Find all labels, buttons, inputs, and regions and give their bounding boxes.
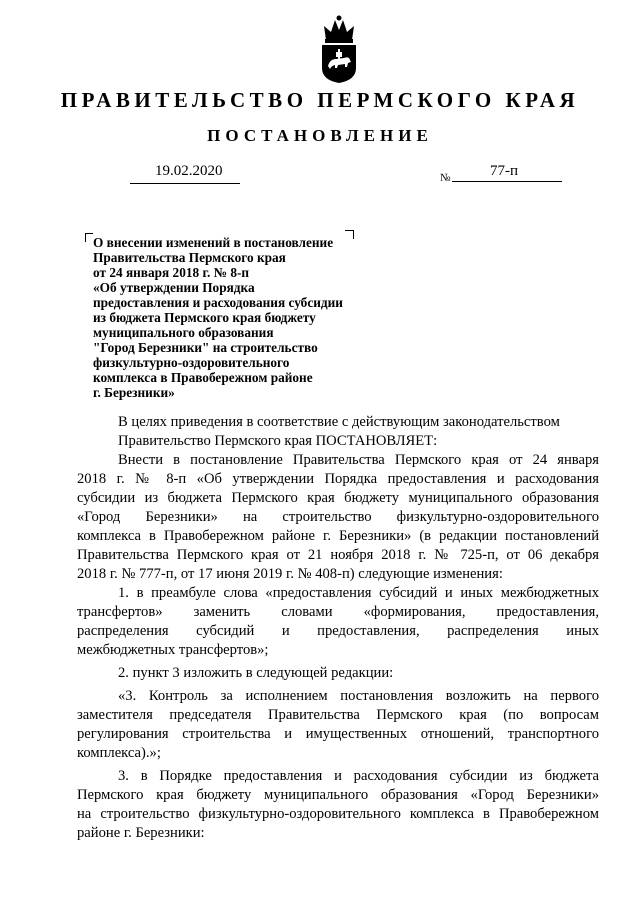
document-subject xyxy=(93,235,393,400)
subject-line: Правительства Пермского края xyxy=(93,250,286,265)
paragraph-item-1 xyxy=(77,584,599,660)
number-underline xyxy=(452,181,562,182)
body-line: Правительство Пермского края ПОСТАНОВЛЯЕТ: xyxy=(118,433,438,449)
body-line: трансфертов» заменить словами «формирования, предоставления, xyxy=(77,604,599,620)
subject-bracket-left xyxy=(85,233,93,242)
body-line: Пермского края бюджету муниципального образования «Город Березники» xyxy=(77,787,599,803)
body-line: субсидии из бюджета Пермского края бюджету муниципального образования xyxy=(77,490,599,506)
body-line: 3. в Порядке предоставления и расходования субсидии из бюджета xyxy=(118,768,599,784)
paragraph-item-2 xyxy=(77,664,599,683)
paragraph-amendments xyxy=(77,451,599,584)
paragraph-item-2-text xyxy=(77,687,599,763)
paragraph-item-3 xyxy=(77,767,599,843)
body-line: районе г. Березники: xyxy=(77,825,205,841)
perm-krai-coat-of-arms-icon xyxy=(318,14,360,84)
body-line: регулирования строительства и имущественных отношений, транспортного xyxy=(77,726,599,742)
body-line: В целях приведения в соответствие с действующим законодательством xyxy=(118,414,560,430)
body-line: 2. пункт 3 изложить в следующей редакции: xyxy=(118,665,394,681)
body-line: заместителя председателя Правительства Пермского края (по вопросам xyxy=(77,707,599,723)
subject-line: из бюджета Пермского края бюджету xyxy=(93,310,316,325)
subject-line: физкультурно-оздоровительного xyxy=(93,355,290,370)
subject-line: О внесении изменений в постановление xyxy=(93,235,334,250)
body-line: 2018 г. № 8-п «Об утверждении Порядка предоставления и расходования xyxy=(77,471,599,487)
document-number: 77-п xyxy=(490,163,519,179)
document-date: 19.02.2020 xyxy=(155,163,223,179)
subject-line: комплекса в Правобережном районе xyxy=(93,370,313,385)
subject-line: предоставления и расходования субсидии xyxy=(93,295,343,310)
body-line: комплекса).»; xyxy=(77,745,161,761)
body-line: 1. в преамбуле слова «предоставления субсидий и иных межбюджетных xyxy=(118,585,599,601)
subject-line: муниципального образования xyxy=(93,325,274,340)
subject-line: "Город Березники" на строительство xyxy=(93,340,318,355)
body-line: «3. Контроль за исполнением постановления возложить на первого xyxy=(118,688,599,704)
date-underline xyxy=(130,183,240,184)
document-type: ПОСТАНОВЛЕНИЕ xyxy=(207,126,433,145)
body-line: 2018 г. № 777-п, от 17 июня 2019 г. № 408-п) следующие изменения: xyxy=(77,566,503,582)
subject-line: «Об утверждении Порядка xyxy=(93,280,255,295)
body-line: комплекса в Правобережном районе г. Березники» (в редакции постановлений xyxy=(77,528,599,544)
body-line: Внести в постановление Правительства Пермского края от 24 января xyxy=(118,452,599,468)
government-title: ПРАВИТЕЛЬСТВО ПЕРМСКОГО КРАЯ xyxy=(60,88,580,112)
document-body xyxy=(77,413,599,843)
paragraph-preamble xyxy=(77,413,599,451)
body-line: Правительства Пермского края от 21 ноября 2018 г. № 725-п, от 06 декабря xyxy=(77,547,599,563)
body-line: «Город Березники» на строительство физкультурно-оздоровительного xyxy=(77,509,599,525)
body-line: межбюджетных трансфертов»; xyxy=(77,642,269,658)
body-line: распределения субсидий и предоставления, распределения иных xyxy=(77,623,599,639)
subject-line: от 24 января 2018 г. № 8-п xyxy=(93,265,250,280)
number-sign: № xyxy=(440,172,451,184)
body-line: на строительство физкультурно-оздоровительного комплекса в Правобережном xyxy=(77,806,599,822)
subject-line: г. Березники» xyxy=(93,385,175,400)
